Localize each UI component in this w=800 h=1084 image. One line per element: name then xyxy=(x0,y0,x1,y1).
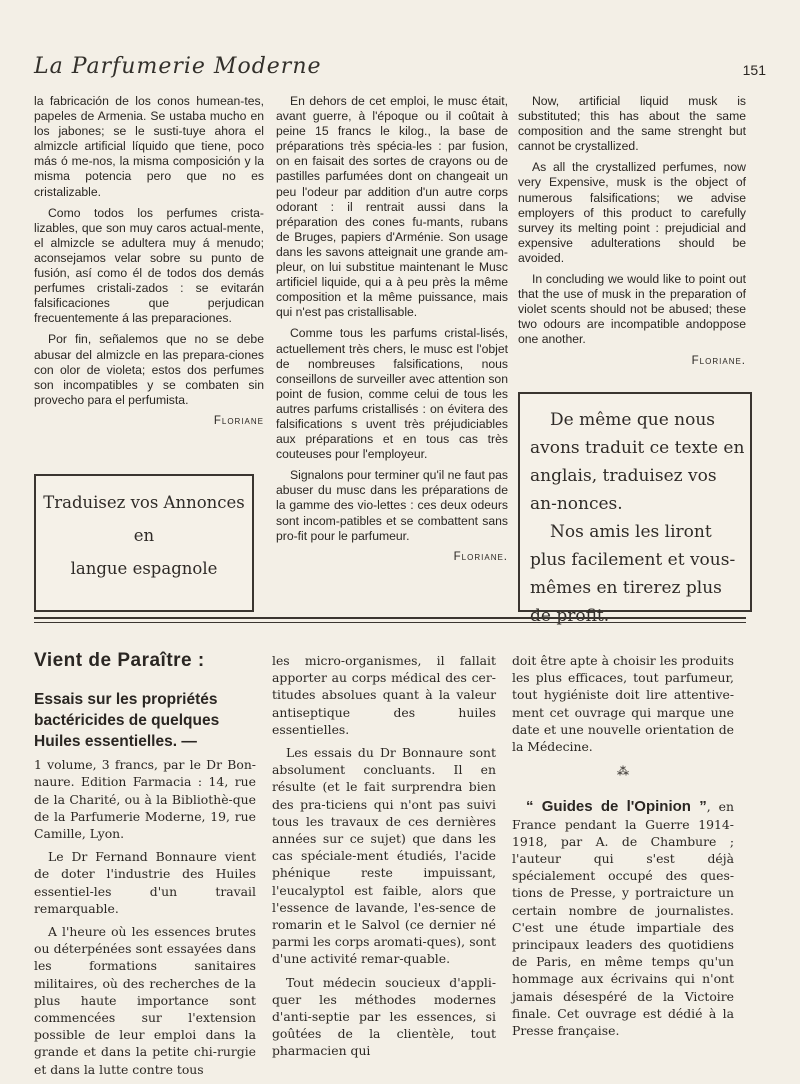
masthead: La Parfumerie Moderne xyxy=(34,54,322,79)
paragraph: En dehors de cet emploi, le musc était, avant guerre, à l'époque ou il coûtait à peine 15 francs le kilog., la base de préparations très spécia-les : par fusion, on en faisait des sortes de crayons ou de pastilles parfumées dont on changeait un peu l'odeur par addition d'un autre corps odorant : il rentrait aussi dans la préparation des cones fu-mants, rubans de Bruges, papiers d'Arménie. Son usage dans les savons atteignait une grande am-pleur, on lui substitue maintenant le Musc artificiel liquide, qui a à peu près la même composition et la même puissance, mais qui n'est pas cristallisable. xyxy=(276,94,508,320)
advert-line: langue espagnole xyxy=(70,559,218,578)
new-publications-column-1 xyxy=(34,652,256,1084)
guides-text: , en France pendant la Guerre 1914-1918, par A. de Chambure ; l'auteur qui s'est déjà spécialement occupé des ques-tions de Presse, y portraicture un certain nombre de journalistes. C'est une étude impartiale des principaux leaders des quotidiens de Paris, en même temps qu'un hommage aux écrivains qui n'ont jamais désespéré de la Victoire finale. Cet ouvrage est dédié à la Presse française. xyxy=(512,799,734,1039)
paragraph: Como todos los perfumes crista-lizables, que son muy caros actual-mente, el almizcle se adultera muy á menudo; aconsejamos velar sobre su punto de fusión, así como él de todos dos demás perfumes cristali-zados : se evitarán falsificaciones que perjudican frecuentemente á las preparaciones. xyxy=(34,205,264,326)
signature: Floriane. xyxy=(453,550,508,563)
paragraph: As all the crystallized perfumes, now very Expensive, musk is the object of numerous falsifications; we advise employers of this product to carefully survey its melting point : prejudicial and expensive adulterations should be avoided. xyxy=(518,160,746,265)
asterism: ⁂ xyxy=(617,764,629,779)
paragraph: Por fin, señalemos que no se debe abusar del almizcle en las prepara-ciones con olor de violeta; estos dos perfumes son incompatibles y se combaten sin provecho para el perfumista. xyxy=(34,332,264,407)
book-title: Essais sur les propriétés bactéricides de quelques Huiles essentielles. — xyxy=(34,691,220,751)
advert-line: Traduisez vos Annonces xyxy=(43,493,245,512)
guides-title: “ Guides de l'Opinion ” xyxy=(526,798,707,816)
page-number: 151 xyxy=(742,62,766,78)
advert-translate-spanish xyxy=(34,474,254,612)
signature: Floriane xyxy=(213,414,264,427)
advert-paragraph: Nos amis les liront plus facilement et vous-mêmes en tirerez plus de profit. xyxy=(530,522,736,626)
paragraph: Tout médecin soucieux d'appli-quer les méthodes modernes d'anti-septie par les essences, si goûtées de la clientèle, tout pharmacien qui xyxy=(272,974,496,1059)
paragraph: doit être apte à choisir les produits les plus efficaces, tout parfumeur, tout hygiéniste doit lire attentive-ment cet ouvrage qui marque une date et une nouvelle orientation de la Médecine. xyxy=(512,653,734,755)
paragraph: A l'heure où les essences brutes ou déterpénées sont essayées dans les formations sanitaires militaires, où des recherches de la plus haute importance sont commencées sur l'extension possible de leur emploi dans la grande et dans la petite chi-rurgie et dans la lutte contre tous xyxy=(34,924,256,1077)
section-heading: Vient de Paraître : xyxy=(34,650,205,671)
paragraph: la fabricación de los conos humean-tes, papeles de Armenia. Se ustaba mucho en los jabones; se le susti-tuye ahora el almizcle artificial líquido que tiene, poco más ó me-nos, la misma composición y la misma potencia pero que no es cristalizable. xyxy=(34,94,264,199)
english-column xyxy=(518,94,746,369)
signature: Floriane. xyxy=(691,354,746,367)
paragraph: Le Dr Fernand Bonnaure vient de doter l'industrie des Huiles essentiel-les d'un travail remarquable. xyxy=(34,849,256,916)
advert-paragraph: De même que nous avons traduit ce texte en anglais, traduisez vos an-nonces. xyxy=(530,410,745,514)
paragraph: les micro-organismes, il fallait apporter au corps médical des cer-titudes absolues quant à la valeur antiseptique des huiles essentielles. xyxy=(272,653,496,737)
paragraph: Comme tous les parfums cristal-lisés, actuellement très chers, le musc est l'objet de nombreuses falsifications, nous conseillons de surveiller avec attention son point de fusion, comme celui de tous les autres parfums cristallisés : on évitera des falsifications s uvent très préjudiciables aux préparations et en tous cas très couteuses pour l'employeur. xyxy=(276,326,508,462)
advert-translate-english xyxy=(518,392,752,626)
section-divider xyxy=(34,617,746,619)
advert-line: en xyxy=(133,526,155,545)
french-column xyxy=(276,94,508,565)
paragraph: In concluding we would like to point out that the use of musk in the preparation of violet scents should not be abused; these two odours are incompatible andoppose one another. xyxy=(518,272,746,347)
paragraph: Les essais du Dr Bonnaure sont absolument concluants. Il en résulte (et le fait surprendra bien des pra-ticiens qui n'ont pas suivi tous les travaux de ces dernières années sur ce sujet) que dans les cas spéciale-ment étudiés, l'acide phénique reste impuissant, l'eucalyptol est faible, alors que l'essence de lavande, l'es-sence de romarin et le Salvol (ce dernier né parmi les corps aromati-ques), sont d'une activité remar-quable. xyxy=(272,745,496,967)
section-divider xyxy=(34,622,746,623)
new-publications-column-3 xyxy=(512,652,734,1045)
spanish-column xyxy=(34,94,264,429)
paragraph: Signalons pour terminer qu'il ne faut pas abuser du musc dans les préparations de la gamme des vio-lettes : ces deux odeurs sont incom-patibles et se combattent sans pro-fit pour le parfumeur. xyxy=(276,468,508,543)
book-info: 1 volume, 3 francs, par le Dr Bon-naure. Edition Farmacia : 14, rue de la Charité, ou à la Bibliothè-que de la Parfumerie Moderne, 19, rue Camille, Lyon. xyxy=(34,757,256,842)
new-publications-column-2 xyxy=(272,652,496,1066)
paragraph: Now, artificial liquid musk is substituted; this has about the same composition and the same strenght but cannot be crystallized. xyxy=(518,94,746,154)
